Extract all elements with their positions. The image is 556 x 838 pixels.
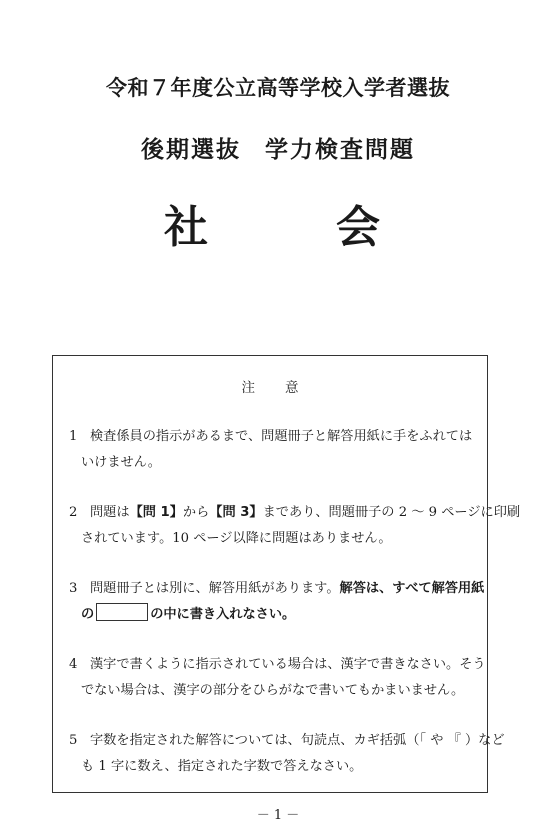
item-text: から	[182, 505, 210, 520]
notice-heading	[53, 376, 487, 396]
exam-subtitle-test: 学力検査問題	[265, 137, 415, 163]
item-number: 3	[69, 581, 78, 596]
item-number: 5	[69, 733, 78, 748]
subject-char-1: 社	[164, 202, 208, 253]
item-number: 2	[69, 505, 78, 520]
notice-item-4	[69, 652, 486, 704]
exam-subtitle	[0, 131, 556, 164]
item-text: 漢字で書くように指示されている場合は、漢字で書きなさい。そう	[90, 657, 486, 672]
notice-item-1	[69, 424, 477, 476]
item-number: 4	[69, 657, 78, 672]
item-text-continued: も 1 字に数え、指定された字数で答えなさい。	[81, 759, 363, 774]
notice-item-3	[69, 576, 485, 628]
item-text: 字数を指定された解答については、句読点、カギ括弧（「 や 『 ）など	[90, 733, 505, 748]
answer-box-sample	[96, 603, 148, 621]
subject-char-2: 会	[336, 202, 380, 253]
exam-subtitle-selection: 後期選抜	[141, 137, 241, 163]
item-text-continued: でない場合は、漢字の部分をひらがなで書いてもかまいません。	[81, 683, 465, 698]
item-text-emphasis: の中に書き入れなさい。	[150, 607, 296, 622]
item-text-emphasis: 解答は、すべて解答用紙	[339, 581, 485, 596]
notice-heading-char-2: 意	[285, 380, 299, 396]
notice-heading-char-1: 注	[241, 380, 255, 396]
notice-box	[52, 355, 521, 793]
page-number: － 1 －	[256, 808, 300, 823]
notice-item-5	[69, 728, 505, 780]
question-ref-start: 【問 1】	[129, 505, 183, 520]
item-text: 検査係員の指示があるまで、問題冊子と解答用紙に手をふれては	[90, 429, 473, 444]
item-text-continued: いけません。	[81, 455, 161, 470]
item-text: まであり、問題冊子の 2 ～ 9 ページに印刷	[262, 505, 521, 520]
item-text: 問題は	[90, 505, 130, 520]
notice-item-2	[69, 500, 521, 552]
exam-title: 令和７年度公立高等学校入学者選抜	[106, 76, 450, 100]
question-ref-end: 【問 3】	[209, 505, 263, 520]
item-text-emphasis: の	[81, 607, 95, 622]
item-text: 問題冊子とは別に、解答用紙があります。	[90, 581, 340, 596]
item-text-continued: されています。10 ページ以降に問題はありません。	[81, 531, 392, 546]
item-number: 1	[69, 429, 78, 444]
